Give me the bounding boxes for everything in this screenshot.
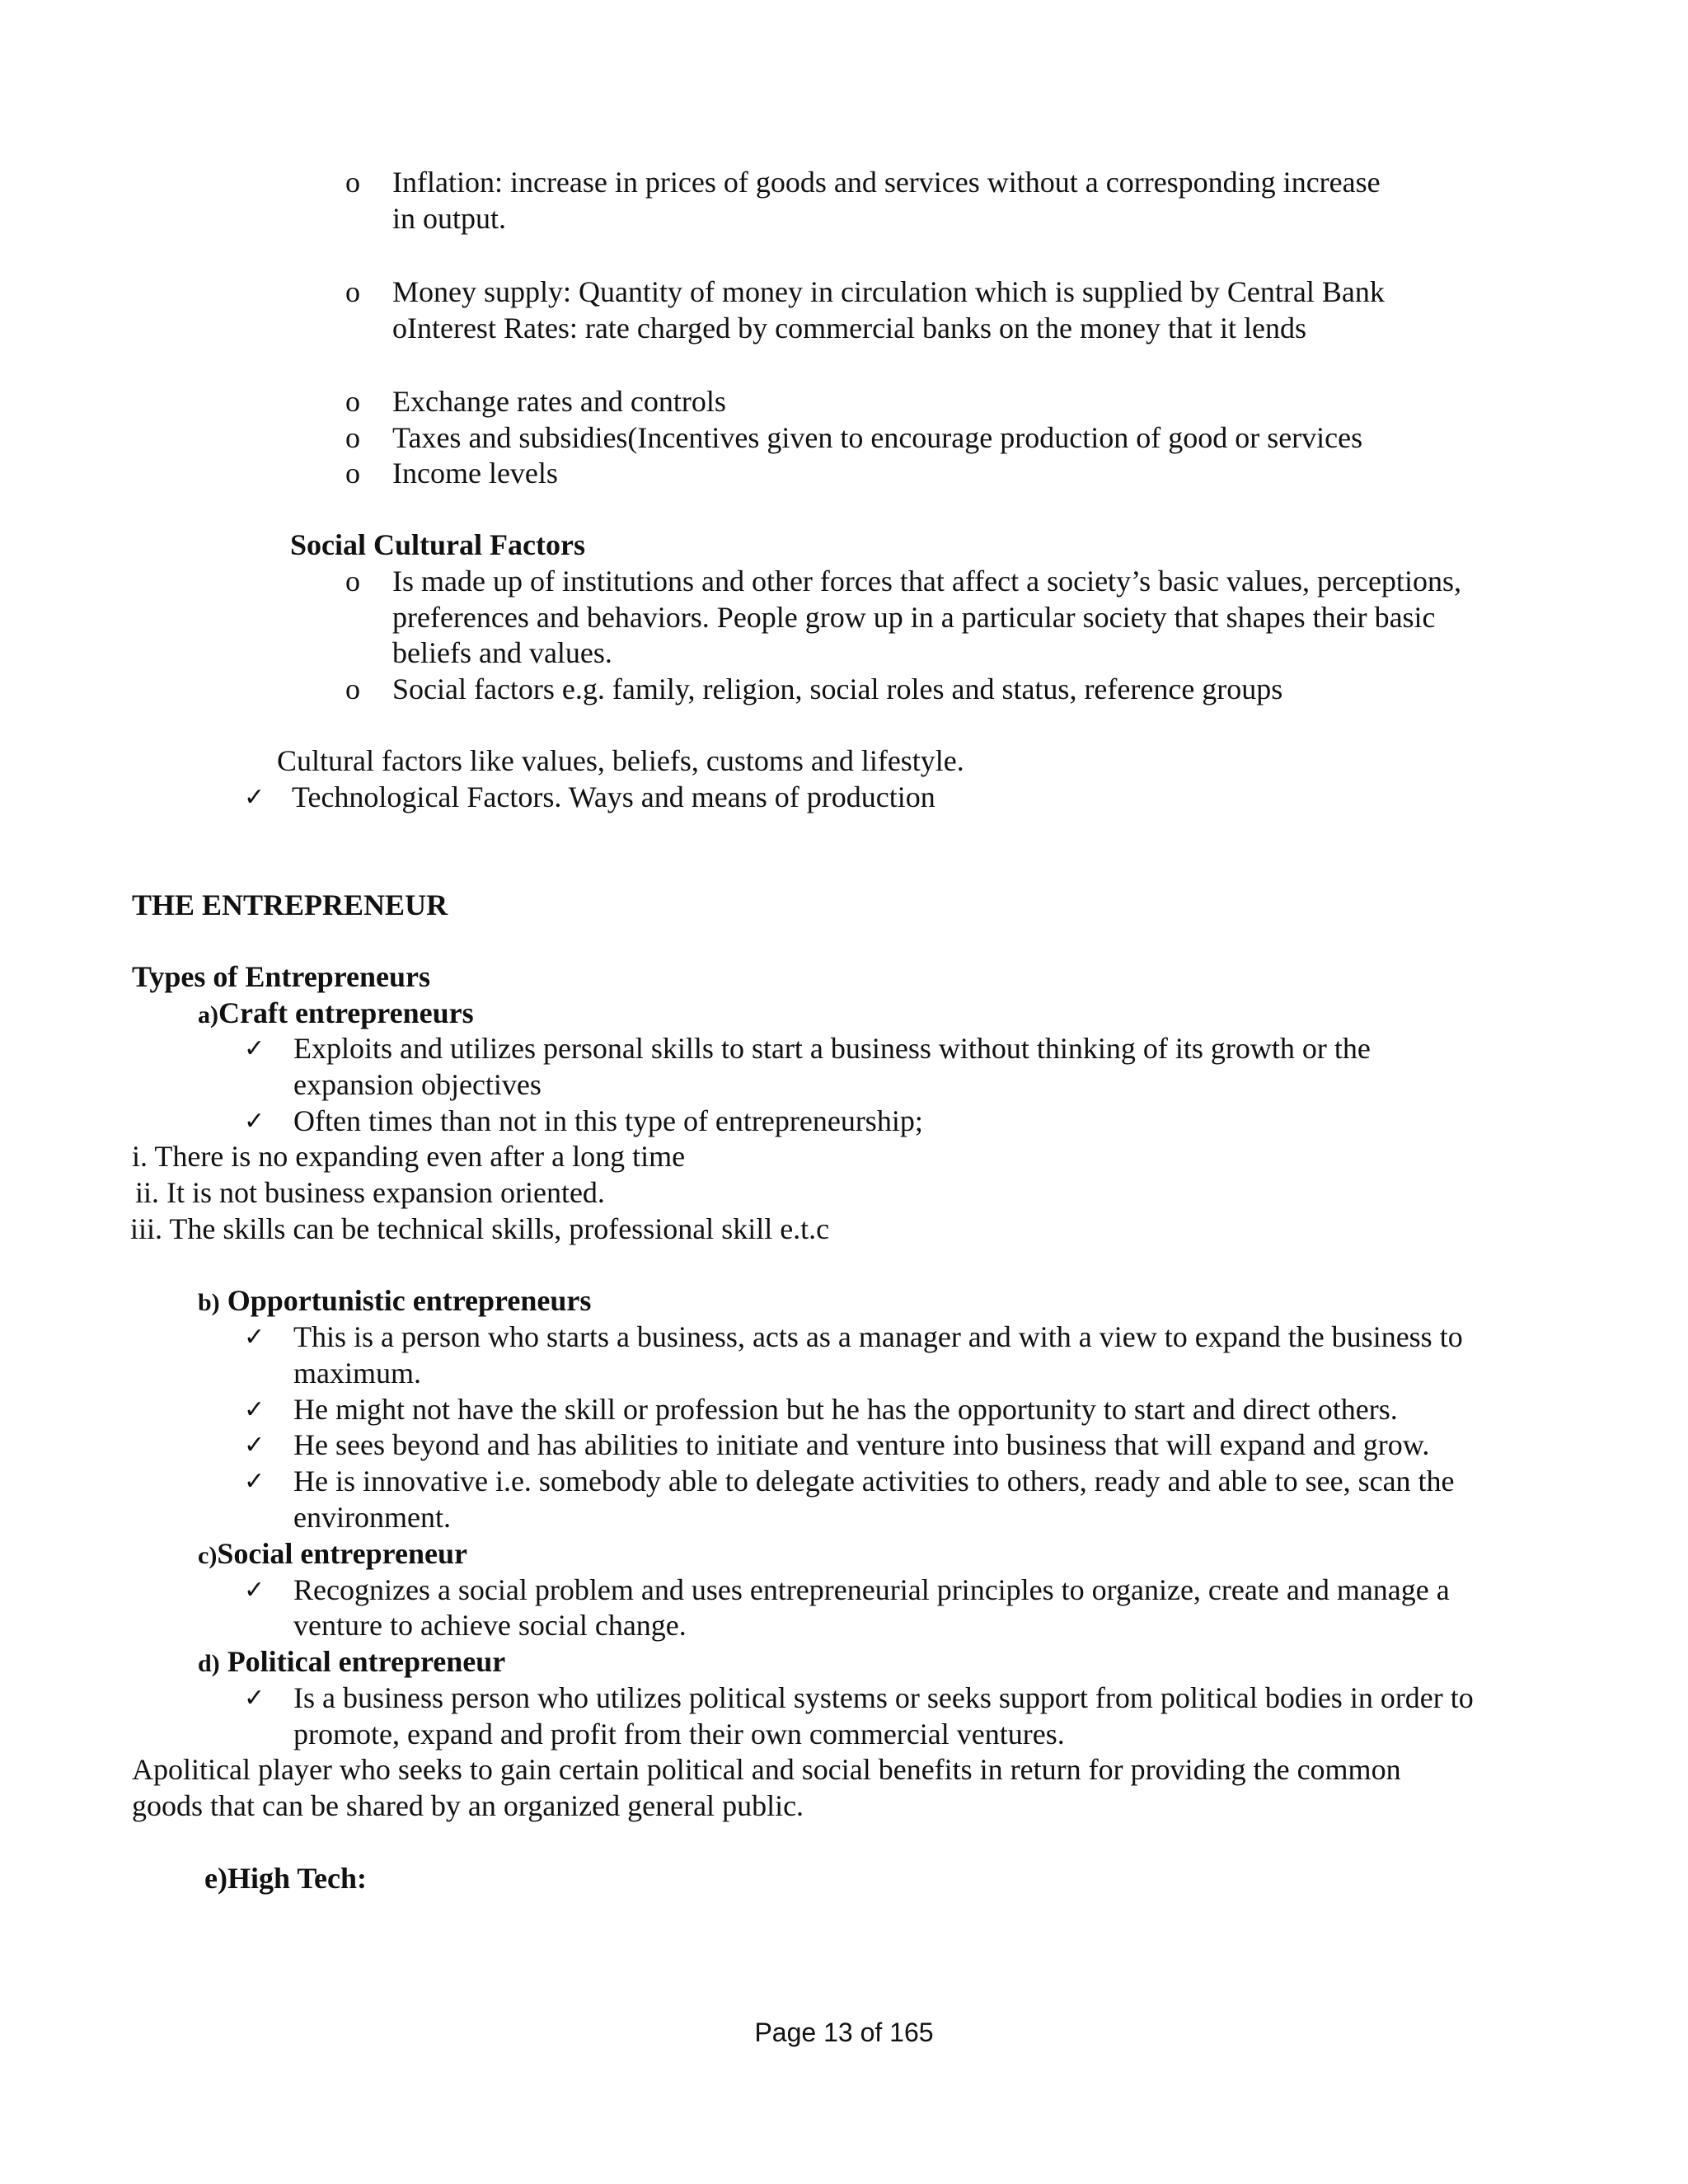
- opportunistic-point2-line: He might not have the skill or profession but he has the opportunity to start and direct others.: [293, 1393, 1398, 1426]
- check-icon: ✓: [244, 1107, 265, 1136]
- social-item1-line-2: preferences and behaviors. People grow up in a particular society that shapes their basic: [392, 601, 1436, 634]
- political-point1-line-2: promote, expand and profit from their own commercial ventures.: [293, 1718, 1065, 1750]
- social-point1-line-1: Recognizes a social problem and uses entrepreneurial principles to organize, create and manage a: [293, 1573, 1450, 1606]
- bullet-marker: o: [345, 673, 360, 705]
- social-point1-line-2: venture to achieve social change.: [293, 1609, 687, 1642]
- opportunistic-point3-line: He sees beyond and has abilities to initiate and venture into business that will expand and grow.: [293, 1428, 1430, 1461]
- political-letter: d): [198, 1650, 220, 1677]
- inflation-line-1: Inflation: increase in prices of goods and services without a corresponding increase: [392, 166, 1381, 199]
- bullet-marker: o: [345, 166, 360, 199]
- bullet-marker: o: [345, 457, 360, 490]
- inflation-line-2: in output.: [392, 202, 507, 235]
- social-item1-line-1: Is made up of institutions and other forces that affect a society’s basic values, perceptions,: [392, 565, 1461, 598]
- craft-roman-i: i. There is no expanding even after a long time: [132, 1140, 686, 1173]
- check-icon: ✓: [244, 1684, 265, 1713]
- craft-roman-ii: ii. It is not business expansion oriented.: [135, 1176, 605, 1209]
- check-icon: ✓: [244, 1467, 265, 1496]
- social-cultural-heading: Social Cultural Factors: [290, 528, 585, 561]
- political-title: Political entrepreneur: [227, 1645, 506, 1678]
- political-point1-line-1: Is a business person who utilizes political systems or seeks support from political bodies in order to: [293, 1681, 1474, 1714]
- check-icon: ✓: [244, 1395, 265, 1424]
- cultural-factors-line: Cultural factors like values, beliefs, customs and lifestyle.: [277, 744, 964, 777]
- check-icon: ✓: [244, 1034, 265, 1063]
- check-icon: ✓: [244, 1431, 265, 1460]
- check-icon: ✓: [244, 1323, 265, 1352]
- craft-point1-line-2: expansion objectives: [293, 1068, 542, 1101]
- bullet-marker: o: [345, 385, 360, 418]
- bullet-marker: o: [345, 565, 360, 598]
- types-heading: Types of Entrepreneurs: [132, 960, 431, 993]
- political-paragraph-line-1: Apolitical player who seeks to gain certain political and social benefits in return for providing the common: [132, 1753, 1401, 1786]
- craft-letter: a): [198, 1001, 218, 1029]
- political-paragraph-line-2: goods that can be shared by an organized general public.: [132, 1789, 804, 1822]
- taxes-line: Taxes and subsidies(Incentives given to encourage production of good or services: [392, 421, 1363, 454]
- money-supply-line: Money supply: Quantity of money in circulation which is supplied by Central Bank: [392, 275, 1385, 308]
- opportunistic-heading: [198, 1282, 591, 1321]
- exchange-rates-line: Exchange rates and controls: [392, 385, 726, 418]
- entrepreneur-heading: THE ENTREPRENEUR: [132, 888, 448, 921]
- social-entrepreneur-heading: [198, 1535, 467, 1574]
- craft-heading: [198, 995, 474, 1033]
- social-item1-line-3: beliefs and values.: [392, 636, 612, 669]
- political-entrepreneur-heading: [198, 1643, 505, 1682]
- craft-roman-iii: iii. The skills can be technical skills, professional skill e.t.c: [130, 1212, 830, 1245]
- social-item2-line: Social factors e.g. family, religion, social roles and status, reference groups: [392, 673, 1283, 705]
- interest-rates-line: oInterest Rates: rate charged by commercial banks on the money that it lends: [392, 312, 1306, 344]
- opportunistic-letter: b): [198, 1289, 220, 1316]
- opportunistic-title: Opportunistic entrepreneurs: [227, 1284, 592, 1317]
- craft-point2-line: Often times than not in this type of entrepreneurship;: [293, 1104, 923, 1137]
- technological-line: Technological Factors. Ways and means of production: [292, 780, 935, 813]
- bullet-marker: o: [345, 275, 360, 308]
- opportunistic-point1-line-2: maximum.: [293, 1357, 421, 1390]
- check-icon: ✓: [244, 1576, 265, 1605]
- social-title: Social entrepreneur: [217, 1537, 467, 1570]
- craft-title: Craft entrepreneurs: [218, 996, 474, 1029]
- income-line: Income levels: [392, 457, 558, 490]
- page-number: Page 13 of 165: [754, 2018, 934, 2047]
- opportunistic-point4-line-1: He is innovative i.e. somebody able to delegate activities to others, ready and able to see, scan the: [293, 1465, 1455, 1497]
- craft-point1-line-1: Exploits and utilizes personal skills to start a business without thinking of its growth or the: [293, 1032, 1371, 1065]
- bullet-marker: o: [345, 421, 360, 454]
- social-letter: c): [198, 1542, 218, 1569]
- opportunistic-point1-line-1: This is a person who starts a business, acts as a manager and with a view to expand the business to: [293, 1320, 1463, 1353]
- high-tech-heading: e)High Tech:: [204, 1862, 368, 1895]
- opportunistic-point4-line-2: environment.: [293, 1501, 451, 1534]
- check-icon: ✓: [244, 783, 265, 812]
